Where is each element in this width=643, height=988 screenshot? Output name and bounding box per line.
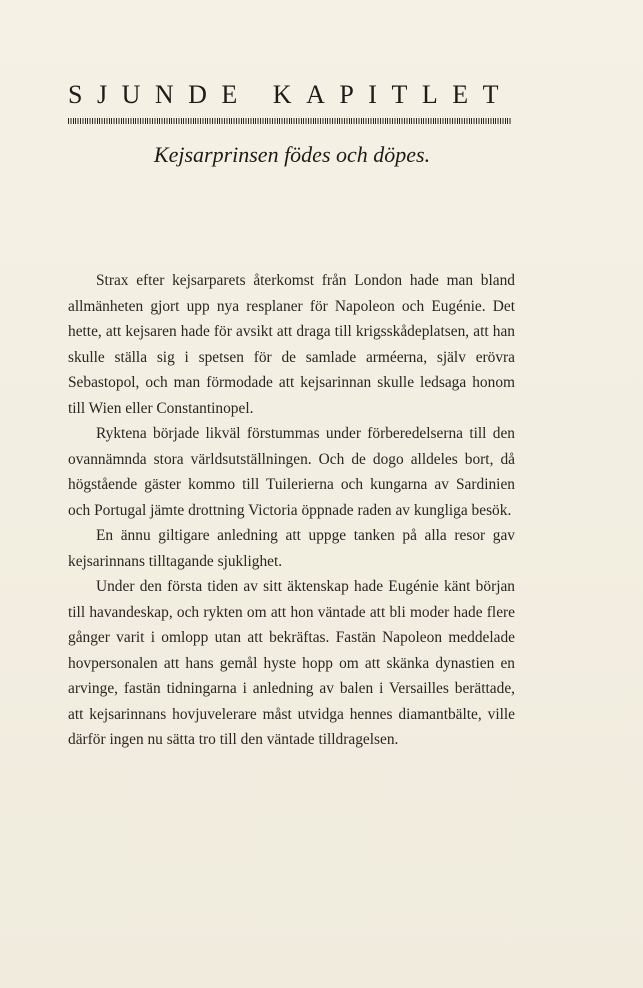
paragraph-4: Under den första tiden av sitt äktenskap hade Eugénie känt början till havandeskap, och rykten om att hon väntade att bli moder hade flere gånger varit i omlopp utan att bekräftas. Fastän Napoleon meddelade hovpersonalen att hans gemål hyste hopp om att skänka dynastien en arvinge, fastän tidningarna i anledning av balen i Versailles berättade, att kejsarinnans hovjuvelerare måst utvidga hennes diamantbälte, ville därför ingen nu sätta tro till den väntade tilldragelsen. [68, 578, 515, 748]
paragraph-1: Strax efter kejsarparets återkomst från London hade man bland allmänheten gjort upp nya resplaner för Napoleon och Eugénie. Det hette, att kejsaren hade för avsikt att draga till krigsskådeplatsen, att han skulle ställa sig i spetsen för de samlade arméerna, själv erövra Sebastopol, och man förmodade att kejsarinnan skulle ledsaga honom till Wien eller Constantinopel. [68, 272, 515, 417]
chapter-subtitle [0, 140, 584, 170]
chapter-title: SJUNDE KAPITLET [68, 80, 513, 109]
body-text [68, 268, 515, 753]
paragraph-2: Ryktena började likväl förstummas under förberedelserna till den ovannämnda stora världsutställningen. Och de dogo alldeles bort, då högstående gäster kommo till Tuilerierna och kungarna av Sardinien och Portugal jämte drottning Victoria öppnade raden av kungliga besök. [68, 425, 515, 519]
chapter-subtitle-text: Kejsarprinsen födes och döpes. [153, 142, 431, 167]
decorative-rule [68, 118, 512, 124]
paragraph-3: En ännu giltigare anledning att uppge tanken på alla resor gav kejsarinnans tilltagande sjuklighet. [68, 527, 515, 570]
